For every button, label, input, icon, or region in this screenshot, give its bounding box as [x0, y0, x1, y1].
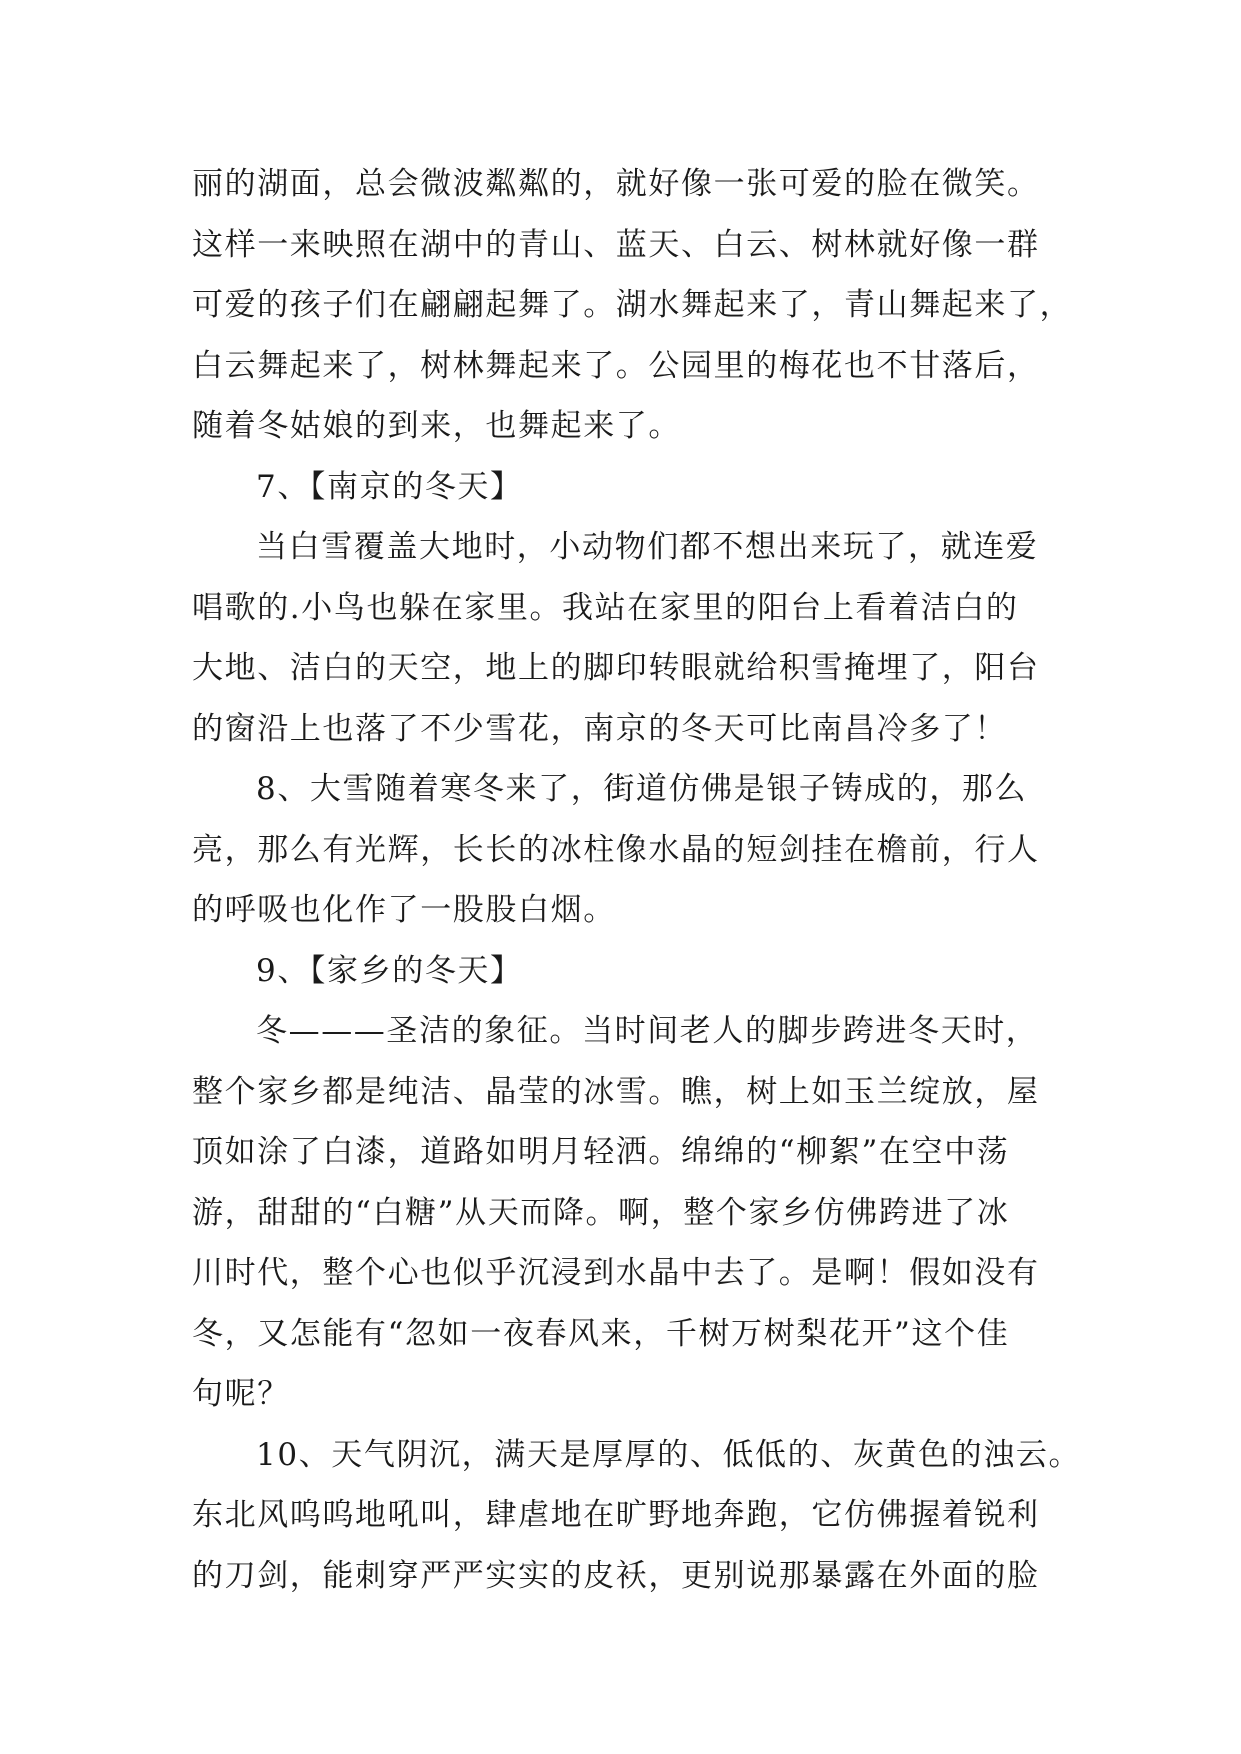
text-line: 白云舞起来了，树林舞起来了。公园里的梅花也不甘落后， — [192, 347, 1040, 384]
text-line: 亮，那么有光辉，长长的冰柱像水晶的短剑挂在檐前，行人 — [192, 831, 1040, 868]
section-heading-9: 9、【家乡的冬天】 — [256, 952, 523, 989]
text-line: 川时代，整个心也似乎沉浸到水晶中去了。是啊！假如没有 — [192, 1255, 1040, 1291]
section-heading-7: 7、【南京的冬天】 — [256, 468, 523, 505]
paragraph-8-first-line: 8、大雪随着寒冬来了，街道仿佛是银子铸成的，那么 — [256, 771, 1028, 807]
text-line: 东北风呜呜地吼叫，肆虐地在旷野地奔跑，它仿佛握着锐利 — [192, 1497, 1040, 1533]
paragraph-first-line: 当白雪覆盖大地时，小动物们都不想出来玩了，就连爱 — [256, 529, 1039, 565]
text-line: 的呼吸也化作了一股股白烟。 — [192, 892, 616, 928]
text-line: 顶如涂了白漆，道路如明月轻洒。绵绵的“柳絮”在空中荡 — [192, 1134, 1010, 1170]
paragraph-first-line: 冬———圣洁的象征。当时间老人的脚步跨进冬天时， — [256, 1013, 1039, 1049]
text-line: 唱歌的.小鸟也躲在家里。我站在家里的阳台上看着洁白的 — [192, 589, 1019, 626]
text-line: 随着冬姑娘的到来，也舞起来了。 — [192, 408, 681, 444]
text-line: 这样一来映照在湖中的青山、蓝天、白云、树林就好像一群 — [192, 226, 1040, 263]
text-line: 的刀剑，能刺穿严严实实的皮袄，更别说那暴露在外面的脸 — [192, 1557, 1040, 1594]
text-line: 大地、洁白的天空，地上的脚印转眼就给积雪掩埋了，阳台 — [192, 650, 1040, 686]
text-line: 的窗沿上也落了不少雪花，南京的冬天可比南昌冷多了！ — [192, 710, 1007, 747]
text-line: 可爱的孩子们在翩翩起舞了。湖水舞起来了，青山舞起来了， — [192, 287, 1073, 323]
text-line: 整个家乡都是纯洁、晶莹的冰雪。瞧，树上如玉兰绽放，屋 — [192, 1073, 1040, 1110]
text-line: 句呢？ — [192, 1376, 290, 1412]
paragraph-10-first-line: 10、天气阴沉，满天是厚厚的、低低的、灰黄色的浊云。 — [256, 1436, 1082, 1473]
text-line: 冬，又怎能有“忽如一夜春风来，千树万树梨花开”这个佳 — [192, 1315, 1010, 1352]
text-line: 游，甜甜的“白糖”从天而降。啊，整个家乡仿佛跨进了冰 — [192, 1194, 1010, 1231]
text-line: 丽的湖面，总会微波粼粼的，就好像一张可爱的脸在微笑。 — [192, 166, 1040, 202]
document-page — [192, 154, 1082, 1606]
